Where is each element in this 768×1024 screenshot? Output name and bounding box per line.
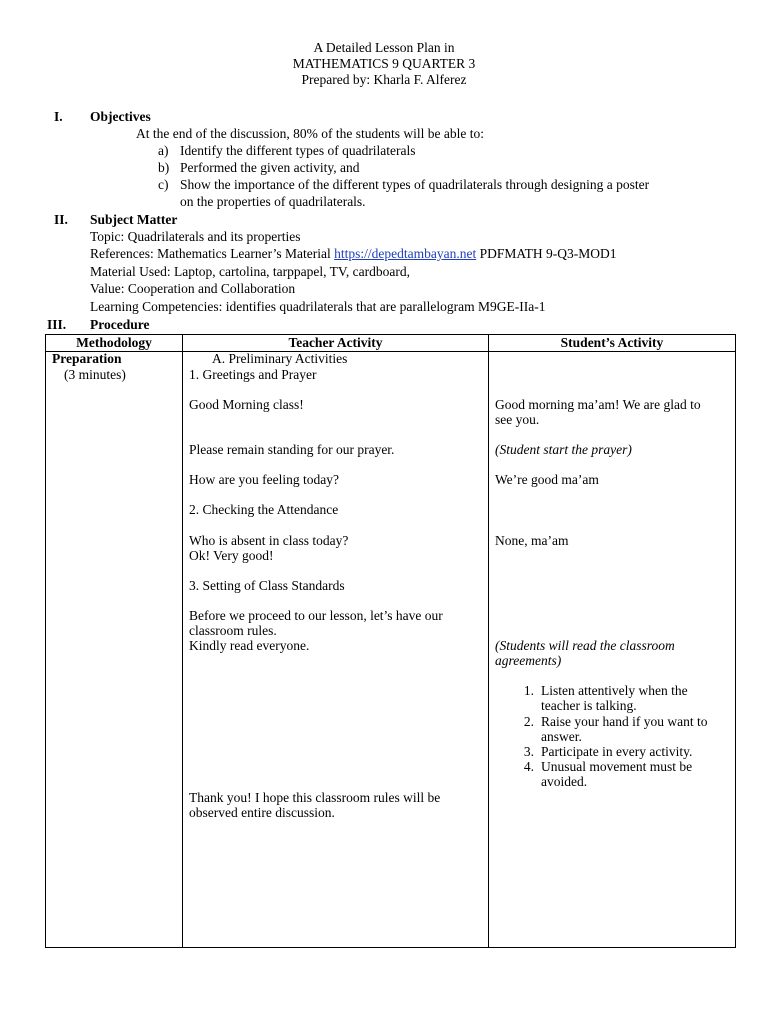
references-prefix: References: Mathematics Learner’s Material <box>90 246 335 261</box>
teacher-feeling: How are you feeling today? <box>189 472 339 487</box>
document-header <box>0 40 768 88</box>
teacher-kindly-read: Kindly read everyone. <box>189 638 310 653</box>
objective-text-continued: on the properties of quadrilaterals. <box>180 194 366 209</box>
header-line-1: A Detailed Lesson Plan in <box>313 40 455 55</box>
references-link[interactable]: https://depedtambayan.net <box>334 246 477 261</box>
teacher-attendance: 2. Checking the Attendance <box>189 502 339 517</box>
objectives-intro: At the end of the discussion, 80% of the students will be able to: <box>136 126 484 141</box>
topic-line: Topic: Quadrilaterals and its properties <box>90 229 301 244</box>
teacher-thanks-line-2: observed entire discussion. <box>189 805 335 820</box>
student-read-line-2: agreements) <box>495 653 562 668</box>
objective-text: Performed the given activity, and <box>180 160 360 175</box>
objective-letter: c) <box>158 177 169 192</box>
teacher-ok: Ok! Very good! <box>189 548 274 563</box>
header-line-3: Prepared by: Kharla F. Alferez <box>301 72 467 87</box>
references-suffix: PDFMATH 9-Q3-MOD1 <box>476 246 617 261</box>
student-prayer: (Student start the prayer) <box>495 442 632 457</box>
student-read-line-1: (Students will read the classroom <box>495 638 675 653</box>
rule-number: 3. <box>523 744 534 759</box>
rule-text-continued: answer. <box>541 729 582 744</box>
student-none: None, ma’am <box>495 533 569 548</box>
header-teacher-activity: Teacher Activity <box>288 335 383 350</box>
rule-text-continued: avoided. <box>541 774 588 789</box>
subject-matter-numeral: II. <box>54 212 68 227</box>
teacher-absent: Who is absent in class today? <box>189 533 349 548</box>
teacher-before-line-2: classroom rules. <box>189 623 277 638</box>
objective-text: Show the importance of the different types of quadrilaterals through designing a poster <box>180 177 650 192</box>
teacher-prelim: A. Preliminary Activities <box>212 351 348 366</box>
objective-letter: a) <box>158 143 169 158</box>
objective-letter: b) <box>158 160 170 175</box>
teacher-thanks-line-1: Thank you! I hope this classroom rules will be <box>189 790 441 805</box>
objectives-title: Objectives <box>90 109 151 124</box>
procedure-title: Procedure <box>90 317 150 332</box>
rule-number: 4. <box>523 759 534 774</box>
header-divider <box>46 351 735 352</box>
methodology-label: Preparation <box>52 351 122 366</box>
references-line <box>90 246 617 262</box>
procedure-numeral: III. <box>47 317 67 332</box>
rule-text-continued: teacher is talking. <box>541 698 637 713</box>
rule-text: Unusual movement must be <box>541 759 693 774</box>
teacher-standards: 3. Setting of Class Standards <box>189 578 345 593</box>
subject-matter-title: Subject Matter <box>90 212 178 227</box>
column-divider <box>182 335 183 947</box>
objectives-numeral: I. <box>54 109 63 124</box>
rule-number: 1. <box>523 683 534 698</box>
competencies-line: Learning Competencies: identifies quadrilaterals that are parallelogram M9GE-IIa-1 <box>90 299 546 314</box>
column-divider <box>488 335 489 947</box>
header-methodology: Methodology <box>76 335 152 350</box>
rule-text: Raise your hand if you want to <box>541 714 708 729</box>
student-good-morning-line-1: Good morning ma’am! We are glad to <box>495 397 701 412</box>
teacher-before-line-1: Before we proceed to our lesson, let’s have our <box>189 608 443 623</box>
teacher-greetings: 1. Greetings and Prayer <box>189 367 317 382</box>
teacher-remain-standing: Please remain standing for our prayer. <box>189 442 395 457</box>
methodology-duration: (3 minutes) <box>64 367 126 382</box>
student-good: We’re good ma’am <box>495 472 599 487</box>
value-line: Value: Cooperation and Collaboration <box>90 281 296 296</box>
student-good-morning-line-2: see you. <box>495 412 540 427</box>
objective-text: Identify the different types of quadrilaterals <box>180 143 416 158</box>
procedure-table <box>45 334 736 948</box>
header-line-2: MATHEMATICS 9 QUARTER 3 <box>292 56 476 71</box>
rule-text: Listen attentively when the <box>541 683 688 698</box>
teacher-good-morning: Good Morning class! <box>189 397 304 412</box>
material-line: Material Used: Laptop, cartolina, tarppapel, TV, cardboard, <box>90 264 411 279</box>
rule-text: Participate in every activity. <box>541 744 693 759</box>
rule-number: 2. <box>523 714 534 729</box>
header-student-activity: Student’s Activity <box>560 335 664 350</box>
